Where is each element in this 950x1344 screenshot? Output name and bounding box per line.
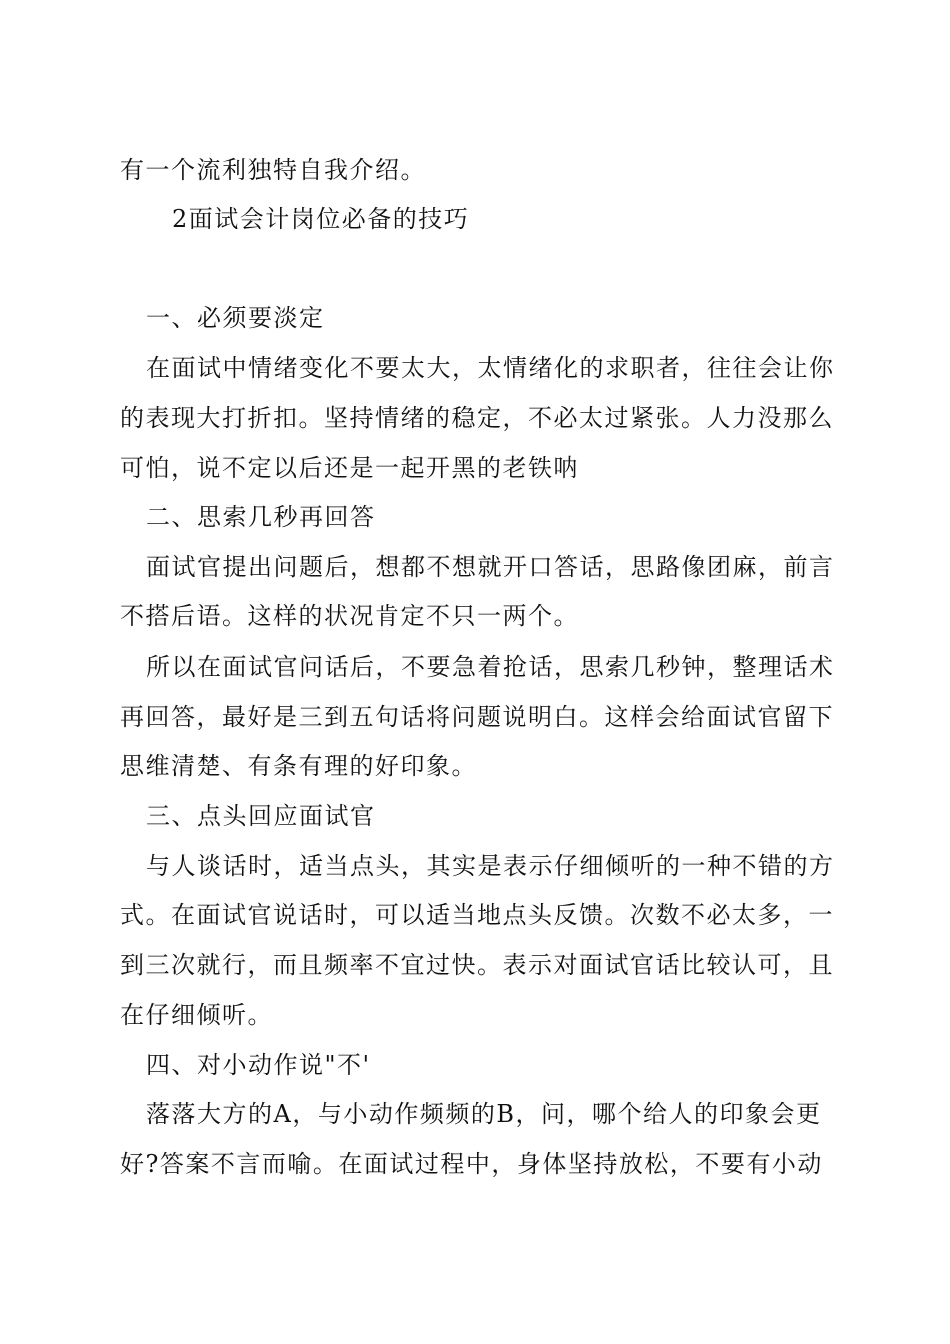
paragraph-line: 可怕，说不定以后还是一起开黑的老铁呐 xyxy=(120,454,579,482)
paragraph-line: 在面试中情绪变化不要太大，太情绪化的求职者，往往会让你 xyxy=(146,354,835,382)
paragraph-line: 好?答案不言而喻。在面试过程中，身体坚持放松，不要有小动 xyxy=(120,1150,823,1178)
paragraph-line: 思维清楚、有条有理的好印象。 xyxy=(120,752,477,780)
paragraph-line: 落落大方的A，与小动作频频的B，问，哪个给人的印象会更 xyxy=(146,1100,822,1128)
paragraph-line: 所以在面试官问话后，不要急着抢话，思索几秒钟，整理话术 xyxy=(146,653,835,681)
paragraph-line: 面试官提出问题后，想都不想就开口答话，思路像团麻，前言 xyxy=(146,553,835,581)
paragraph-line: 的表现大打折扣。坚持情绪的稳定，不必太过紧张。人力没那么 xyxy=(120,404,834,432)
heading-3: 三、点头回应面试官 xyxy=(146,802,376,830)
paragraph-line: 再回答，最好是三到五句话将问题说明白。这样会给面试官留下 xyxy=(120,703,834,731)
heading-2: 二、思索几秒再回答 xyxy=(146,503,376,531)
paragraph-line: 到三次就行，而且频率不宜过快。表示对面试官话比较认可，且 xyxy=(120,951,834,979)
paragraph-line: 与人谈话时，适当点头，其实是表示仔细倾听的一种不错的方 xyxy=(146,852,835,880)
paragraph-line: 不搭后语。这样的状况肯定不只一两个。 xyxy=(120,602,579,630)
heading-1: 一、必须要淡定 xyxy=(146,304,325,332)
heading-4: 四、对小动作说"不' xyxy=(146,1051,371,1079)
paragraph-line: 在仔细倾听。 xyxy=(120,1001,273,1029)
paragraph-line: 式。在面试官说话时，可以适当地点头反馈。次数不必太多，一 xyxy=(120,901,834,929)
section-title: 2面试会计岗位必备的技巧 xyxy=(172,205,470,233)
paragraph-line: 有一个流利独特自我介绍。 xyxy=(120,156,426,184)
